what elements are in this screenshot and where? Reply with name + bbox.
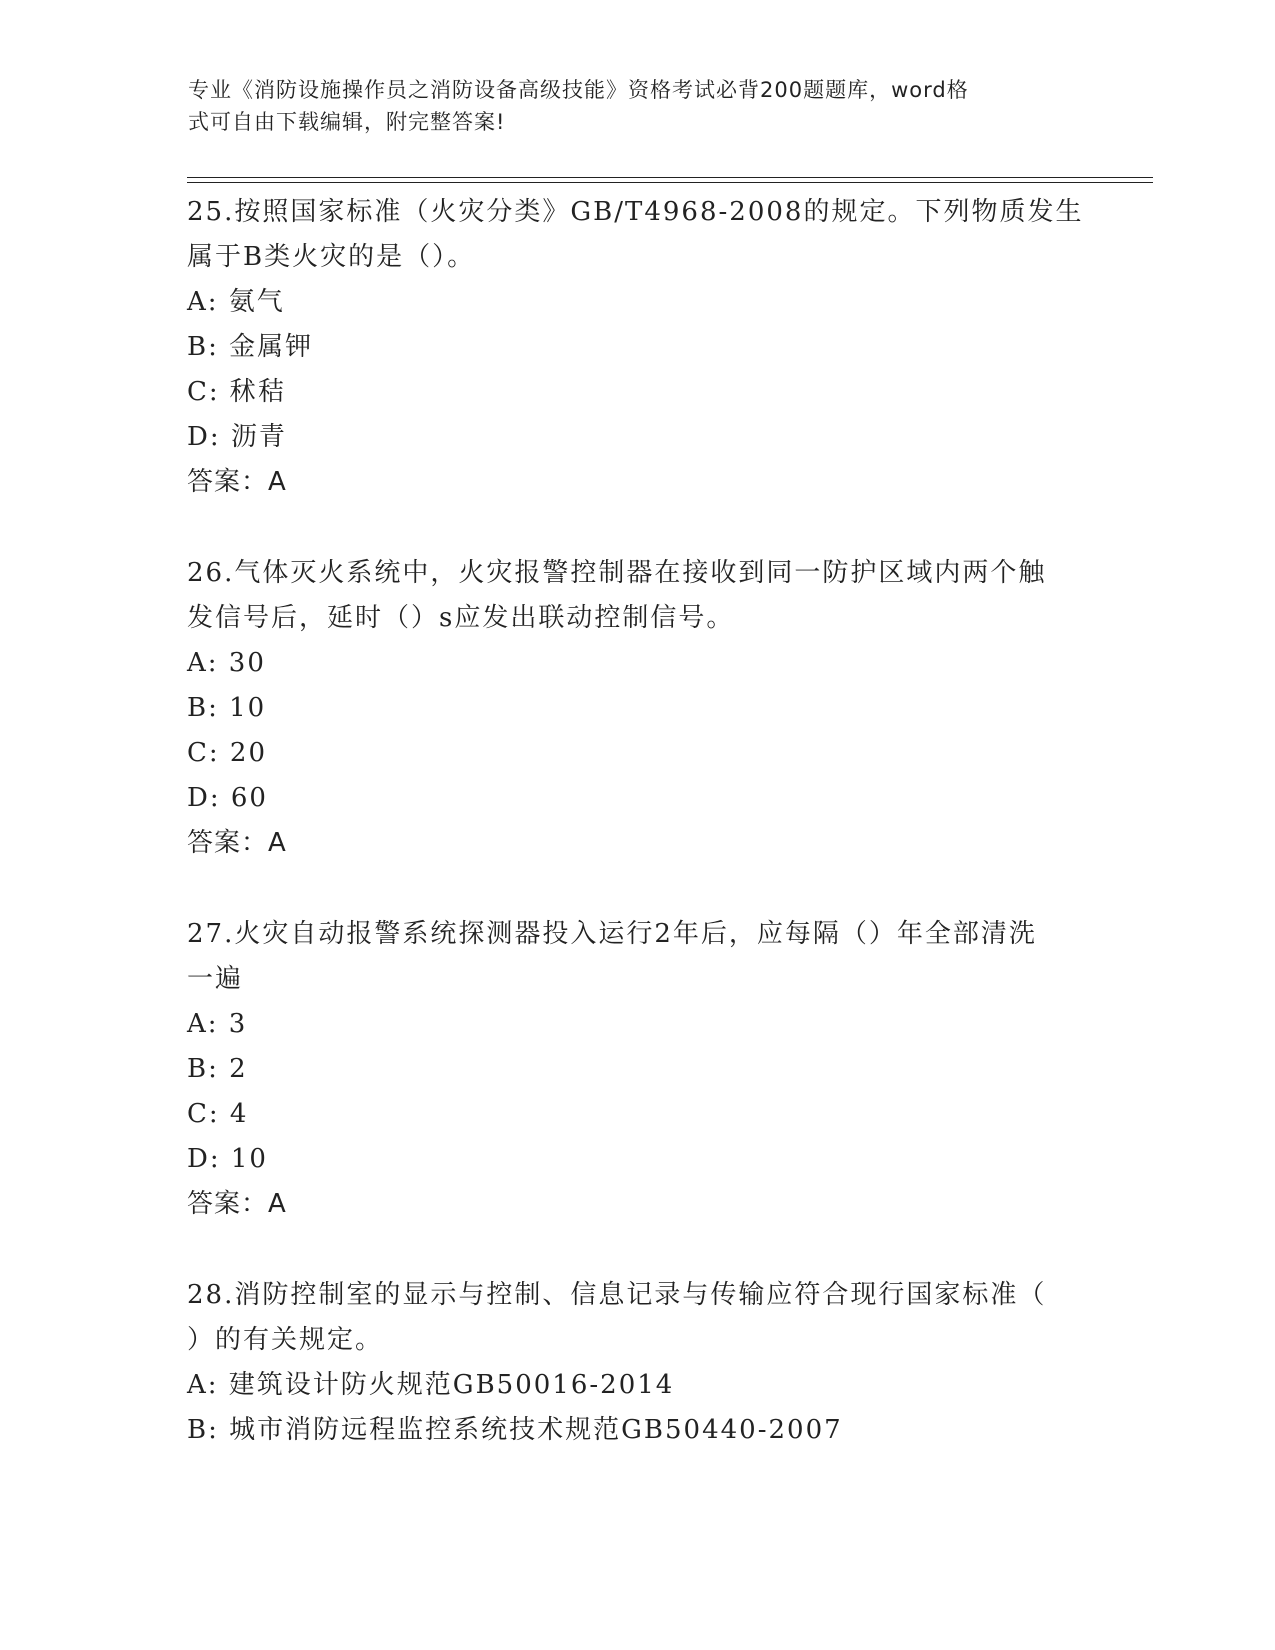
question-stem — [187, 1273, 1087, 1363]
answer-text: 答案：A — [187, 467, 287, 497]
option-d: D: 沥青 — [187, 422, 287, 452]
option-c: C: 秫秸 — [187, 377, 286, 407]
option-b: B: 城市消防远程监控系统技术规范GB50440-2007 — [187, 1415, 843, 1445]
stem-line-2: 一遍 — [187, 964, 244, 994]
answer-text: 答案：A — [187, 828, 287, 858]
question-list — [187, 190, 1087, 1499]
option-b: B: 10 — [187, 693, 267, 723]
stem-line-2: ）的有关规定。 — [187, 1325, 384, 1355]
option-b: B: 金属钾 — [187, 332, 314, 362]
header-divider-top — [187, 177, 1153, 178]
answer-text: 答案：A — [187, 1189, 287, 1219]
option-a: A: 建筑设计防火规范GB50016-2014 — [187, 1370, 675, 1400]
header-line-1: 专业《消防设施操作员之消防设备高级技能》资格考试必背200题题库，word格 — [188, 78, 969, 102]
question-28 — [187, 1273, 1087, 1453]
header-line-2: 式可自由下载编辑，附完整答案! — [188, 110, 506, 134]
option-d: D: 10 — [187, 1144, 268, 1174]
stem-line-1: 26.气体灭火系统中，火灾报警控制器在接收到同一防护区域内两个触 — [187, 558, 1047, 588]
option-c: C: 4 — [187, 1099, 249, 1129]
question-26 — [187, 551, 1087, 866]
header-divider-bottom — [187, 182, 1153, 183]
stem-line-2: 属于B类火灾的是（）。 — [187, 242, 476, 272]
question-stem — [187, 551, 1087, 641]
option-a: A: 3 — [187, 1009, 248, 1039]
stem-line-1: 25.按照国家标准（火灾分类》GB/T4968-2008的规定。下列物质发生 — [187, 197, 1084, 227]
stem-line-2: 发信号后，延时（）s应发出联动控制信号。 — [187, 603, 735, 633]
question-25 — [187, 190, 1087, 505]
stem-line-1: 28.消防控制室的显示与控制、信息记录与传输应符合现行国家标准（ — [187, 1280, 1047, 1310]
option-a: A: 氨气 — [187, 287, 285, 317]
option-a: A: 30 — [187, 648, 266, 678]
question-stem — [187, 912, 1087, 1002]
option-c: C: 20 — [187, 738, 268, 768]
document-header — [188, 74, 1068, 138]
question-27 — [187, 912, 1087, 1227]
option-b: B: 2 — [187, 1054, 248, 1084]
stem-line-1: 27.火灾自动报警系统探测器投入运行2年后，应每隔（）年全部清洗 — [187, 919, 1037, 949]
option-d: D: 60 — [187, 783, 268, 813]
question-stem — [187, 190, 1087, 280]
